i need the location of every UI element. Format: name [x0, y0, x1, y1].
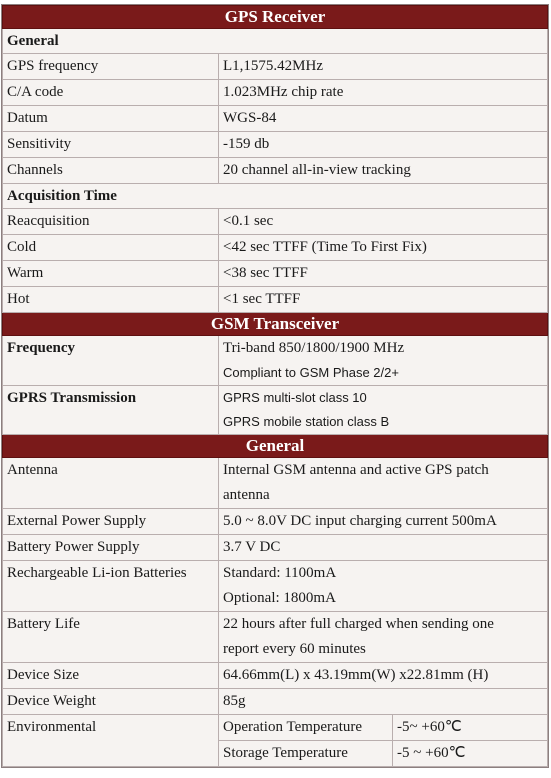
row-value: 5.0 ~ 8.0V DC input charging current 500mA — [219, 509, 548, 535]
gps-receiver-header: GPS Receiver — [3, 6, 548, 29]
table-row — [3, 715, 548, 767]
table-row — [3, 209, 548, 235]
frequency-value-line2: Compliant to GSM Phase 2/2+ — [223, 365, 399, 380]
gsm-transceiver-header: GSM Transceiver — [3, 313, 548, 336]
environmental-label: Environmental — [3, 715, 219, 767]
spec-table — [2, 5, 548, 767]
table-row — [3, 106, 548, 132]
row-value: 20 channel all-in-view tracking — [219, 158, 548, 184]
gprs-value-line2: GPRS mobile station class B — [223, 414, 390, 429]
frequency-value-line1: Tri-band 850/1800/1900 MHz — [223, 340, 405, 356]
row-value: WGS-84 — [219, 106, 548, 132]
li-ion-value-line1: Standard: 1100mA — [223, 565, 337, 581]
table-row — [3, 287, 548, 313]
gprs-value-line1: GPRS multi-slot class 10 — [223, 390, 367, 405]
frequency-label: Frequency — [3, 336, 219, 386]
row-label: Channels — [3, 158, 219, 184]
battery-life-value — [219, 612, 548, 663]
row-value: 1.023MHz chip rate — [219, 80, 548, 106]
antenna-value-line1: Internal GSM antenna and active GPS patch — [223, 462, 489, 478]
row-value: <38 sec TTFF — [219, 261, 548, 287]
table-row — [3, 80, 548, 106]
storage-temperature-label: Storage Temperature — [219, 741, 393, 767]
battery-life-line2: report every 60 minutes — [223, 641, 366, 657]
table-row — [3, 235, 548, 261]
row-label: C/A code — [3, 80, 219, 106]
operation-temperature-label: Operation Temperature — [219, 715, 393, 741]
antenna-label: Antenna — [3, 458, 219, 509]
table-row — [3, 336, 548, 386]
row-label: Device Weight — [3, 689, 219, 715]
row-value: <1 sec TTFF — [219, 287, 548, 313]
row-label: Sensitivity — [3, 132, 219, 158]
table-row — [3, 261, 548, 287]
acquisition-time-heading: Acquisition Time — [3, 184, 548, 209]
table-row — [3, 612, 548, 663]
gps-general-heading: General — [3, 29, 548, 54]
battery-life-label: Battery Life — [3, 612, 219, 663]
row-value: L1,1575.42MHz — [219, 54, 548, 80]
battery-life-line1: 22 hours after full charged when sending one — [223, 616, 494, 632]
row-label: Battery Power Supply — [3, 535, 219, 561]
gprs-transmission-value — [219, 386, 548, 435]
row-value: 3.7 V DC — [219, 535, 548, 561]
table-row — [3, 561, 548, 612]
row-label: Reacquisition — [3, 209, 219, 235]
antenna-value — [219, 458, 548, 509]
table-row — [3, 54, 548, 80]
storage-temperature-value: -5 ~ +60℃ — [393, 741, 548, 767]
row-value: 85g — [219, 689, 548, 715]
row-label: External Power Supply — [3, 509, 219, 535]
row-value: -159 db — [219, 132, 548, 158]
environmental-value — [219, 715, 548, 767]
frequency-value — [219, 336, 548, 386]
environmental-subtable — [219, 715, 547, 766]
row-value: <0.1 sec — [219, 209, 548, 235]
gprs-transmission-label: GPRS Transmission — [3, 386, 219, 435]
table-row — [3, 689, 548, 715]
li-ion-value — [219, 561, 548, 612]
row-label: Datum — [3, 106, 219, 132]
table-row — [3, 158, 548, 184]
row-label: Warm — [3, 261, 219, 287]
table-row — [3, 386, 548, 435]
table-row — [3, 458, 548, 509]
row-value: 64.66mm(L) x 43.19mm(W) x22.81mm (H) — [219, 663, 548, 689]
row-value: <42 sec TTFF (Time To First Fix) — [219, 235, 548, 261]
li-ion-value-line2: Optional: 1800mA — [223, 590, 336, 606]
general-header: General — [3, 435, 548, 458]
row-label: GPS frequency — [3, 54, 219, 80]
row-label: Cold — [3, 235, 219, 261]
spec-sheet — [1, 4, 549, 768]
li-ion-label: Rechargeable Li-ion Batteries — [3, 561, 219, 612]
table-row — [3, 132, 548, 158]
table-row — [3, 509, 548, 535]
row-label: Device Size — [3, 663, 219, 689]
table-row — [3, 535, 548, 561]
row-label: Hot — [3, 287, 219, 313]
antenna-value-line2: antenna — [223, 487, 270, 503]
table-row — [3, 663, 548, 689]
operation-temperature-value: -5~ +60℃ — [393, 715, 548, 741]
